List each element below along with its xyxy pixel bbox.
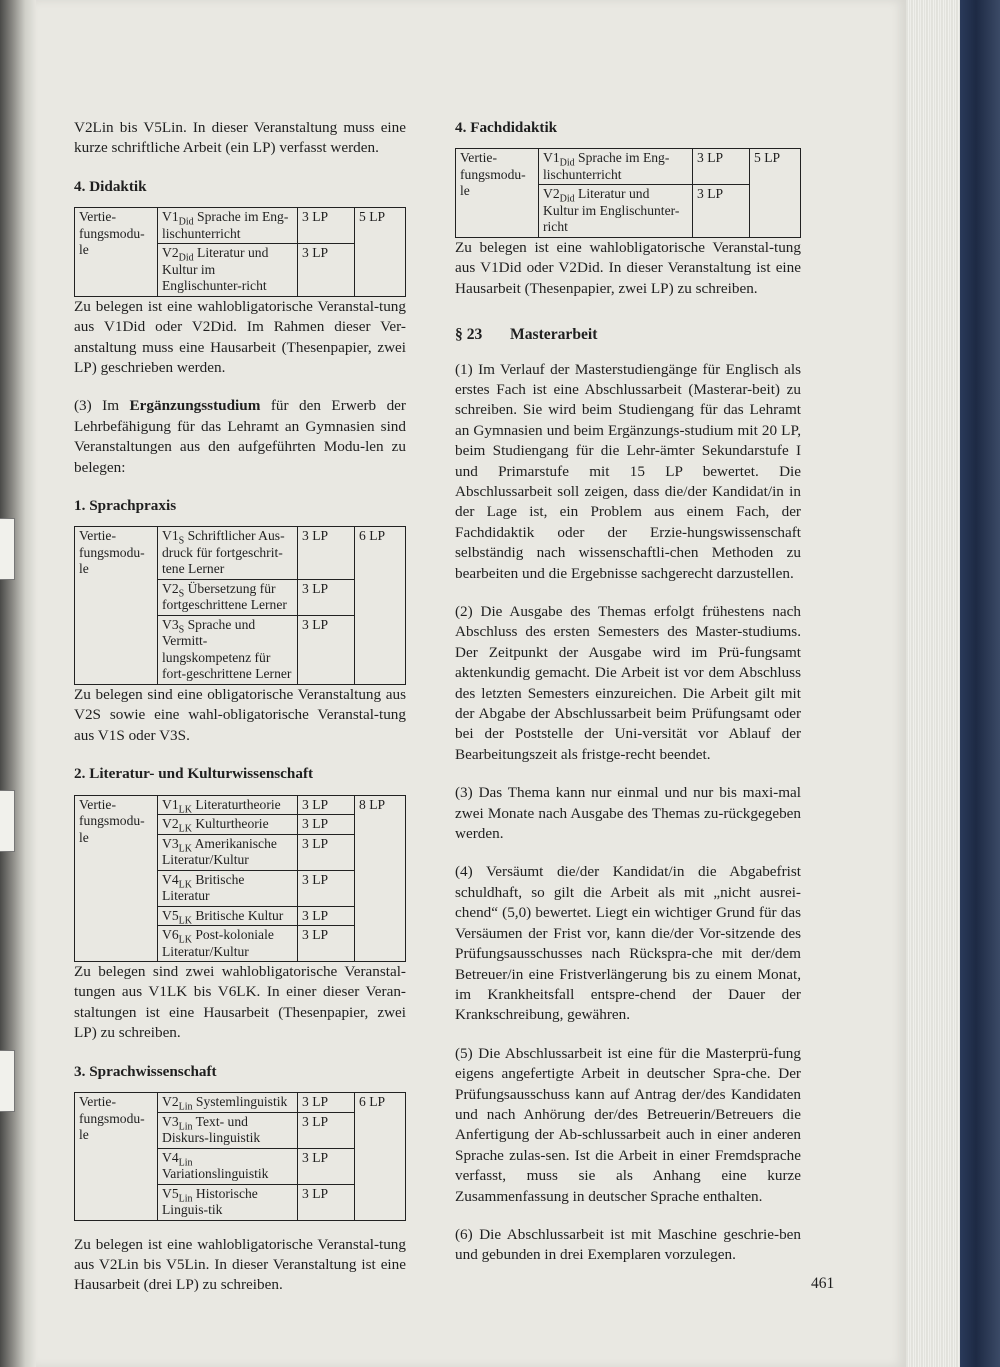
total-lp-cell: 8 LP <box>355 795 406 962</box>
lp-cell: 3 LP <box>298 244 355 297</box>
table-row <box>456 149 801 185</box>
module-cell: Vertie-fungsmodu-le <box>456 149 539 238</box>
course-code: V1 <box>162 209 179 225</box>
course-cell <box>158 579 298 615</box>
lp-cell: 3 LP <box>298 615 355 684</box>
para-3 <box>74 396 406 478</box>
didaktik-note: Zu belegen ist eine wahlobligatorische Veranstal-tung aus V1Did oder V2Did. Im Rahmen dieser Ver-anstaltung muss eine Hausarbeit (Thesenpapier, zwei LP) geschrieben werden. <box>74 297 406 376</box>
table-row <box>75 1093 406 1113</box>
literatur-note: Zu belegen sind zwei wahlobligatorische Veranstal-tungen aus V1LK bis V6LK. In einer dieser Veran-staltungen ist eine Hausarbeit (Thesenpapier, zwei LP) zu schreiben. <box>74 963 406 1042</box>
sprachwissenschaft-heading: 3. Sprachwissenschaft <box>74 1062 217 1080</box>
paragraph: (5) Die Abschlussarbeit ist eine für die Masterprü-fung eigens angefertigte Arbeit in deutscher Spra-che. Der Prüfungsausschuss kann auf Antrag der/des Kandidaten und nach Anhörung der/des Betreuerin/Betreuers die Anfertigung der Ab-schlussarbeit auch in einer anderen Sprache zulas-sen. Ist die Arbeit in einer Fremdsprache verfasst, muss sie als Anhang eine kurze Zusammenfassung in deutscher Sprache enthalten. <box>455 1044 801 1205</box>
didaktik-table <box>74 207 406 297</box>
course-title: Britische Kultur <box>191 907 284 923</box>
course-cell <box>539 185 693 238</box>
fachdidaktik-note: Zu belegen ist eine wahlobligatorische Veranstal-tung aus V1Did oder V2Did. In dieser Veranstaltung ist eine Hausarbeit (Thesenpapier, zwei LP) zu schreiben. <box>455 238 801 297</box>
course-code-subscript: LK <box>178 934 192 946</box>
course-code: V3 <box>162 1113 179 1129</box>
sprachwissenschaft-note: Zu belegen ist eine wahlobligatorische Veranstal-tung aus V2Lin bis V5Lin. In dieser Veranstaltung ist eine Hausarbeit (drei LP) zu schreiben. <box>74 1235 406 1294</box>
lp-cell: 3 LP <box>298 870 355 906</box>
lp-cell: 3 LP <box>298 527 355 580</box>
course-code-subscript: LK <box>178 843 192 855</box>
course-cell <box>158 1112 298 1148</box>
page-tab-marker <box>0 518 15 580</box>
course-cell <box>158 1184 298 1220</box>
course-code-subscript: Did <box>559 194 575 206</box>
lp-cell: 3 LP <box>298 815 355 835</box>
lp-cell: 3 LP <box>298 795 355 815</box>
fachdidaktik-table <box>455 148 801 238</box>
course-cell <box>158 834 298 870</box>
course-cell <box>539 149 693 185</box>
course-code-subscript: Lin <box>178 1121 193 1133</box>
course-cell <box>158 1148 298 1184</box>
para-3-prefix: (3) Im <box>74 397 130 415</box>
literatur-heading: 2. Literatur- und Kulturwissenschaft <box>74 765 314 783</box>
course-code-subscript: LK <box>178 879 192 891</box>
total-lp-cell: 6 LP <box>355 1093 406 1221</box>
lp-cell: 3 LP <box>298 1093 355 1113</box>
module-cell: Vertie-fungsmodu-le <box>75 795 158 962</box>
sprachpraxis-note: Zu belegen sind eine obligatorische Veranstaltung aus V2S sowie eine wahl-obligatorische Veranstal-tung aus V1S oder V3S. <box>74 685 406 744</box>
course-code-subscript: Did <box>178 252 194 264</box>
module-cell: Vertie-fungsmodu-le <box>75 1093 158 1221</box>
course-code-subscript: S <box>178 624 185 636</box>
course-code-subscript: Lin <box>178 1157 193 1169</box>
course-code: V1 <box>162 528 179 544</box>
course-code-subscript: S <box>178 588 185 600</box>
course-code-subscript: Lin <box>178 1101 193 1113</box>
sprachpraxis-heading: 1. Sprachpraxis <box>74 496 177 514</box>
course-code: V5 <box>162 907 179 923</box>
course-title: Post-koloniale Literatur/Kultur <box>162 927 274 959</box>
paragraph: (2) Die Ausgabe des Themas erfolgt frühestens nach Abschluss des ersten Semesters des Master-studiums. Der Zeitpunkt der Ausgabe wird im Prü-fungsamt aktenkundig gemacht. Die Arbeit ist vor dem Abschluss des letzten Semesters einzureichen. Die Arbeit gilt mit der Abgabe der Abschlussarbeit beim Prüfungsamt oder bei der Poststelle der Uni-versität vor Ablauf der Bearbeitungszeit als fristge-recht beendet. <box>455 603 801 763</box>
table-row <box>75 795 406 815</box>
lp-cell: 3 LP <box>298 579 355 615</box>
course-code-subscript: LK <box>178 915 192 927</box>
lp-cell: 3 LP <box>693 149 750 185</box>
course-title: Schriftlicher Aus-druck für fortgeschrit-tene Lerner <box>162 528 285 577</box>
paragraph: (6) Die Abschlussarbeit ist mit Maschine geschrie-ben und gebunden in drei Exemplaren vorzulegen. <box>455 1225 801 1264</box>
module-cell: Vertie-fungsmodu-le <box>75 527 158 685</box>
book-cover <box>960 0 1000 1367</box>
section-heading <box>455 325 801 345</box>
para-3-suffix: für den Erwerb der Lehrbefähigung für das Lehramt an Gymnasien sind Veranstaltungen aus den aufgeführten Modu-len zu belegen: <box>74 397 406 476</box>
course-code: V2 <box>162 816 179 831</box>
section-title: Masterarbeit <box>510 326 598 344</box>
lp-cell: 3 LP <box>298 208 355 244</box>
course-code-subscript: Did <box>559 158 575 170</box>
course-code-subscript: Lin <box>178 1193 193 1205</box>
course-code: V3 <box>162 835 179 851</box>
course-title: Kulturtheorie <box>191 816 269 831</box>
course-code: V4 <box>162 1149 179 1165</box>
section-paragraphs <box>455 360 801 1266</box>
course-cell <box>158 527 298 580</box>
course-title: Variationslinguistik <box>162 1166 269 1182</box>
total-lp-cell: 5 LP <box>355 208 406 297</box>
course-code-subscript: LK <box>178 804 192 816</box>
course-title: Übersetzung für fortgeschrittene Lerner <box>162 580 287 613</box>
intro-text: V2Lin bis V5Lin. In dieser Veranstaltung muss eine kurze schriftliche Arbeit (ein LP) verfasst werden. <box>74 119 406 157</box>
didaktik-heading: 4. Didaktik <box>74 177 147 195</box>
course-title: Sprache und Vermitt-lungskompetenz für fort-geschrittene Lerner <box>162 616 292 682</box>
course-code: V1 <box>162 796 179 812</box>
lp-cell: 3 LP <box>298 926 355 962</box>
course-cell <box>158 926 298 962</box>
course-code: V1 <box>543 150 560 166</box>
total-lp-cell: 6 LP <box>355 527 406 685</box>
course-code-subscript: LK <box>178 823 192 835</box>
course-cell <box>158 906 298 926</box>
course-code: V2 <box>543 186 560 202</box>
course-title: Sprache im Eng-lischunterricht <box>162 209 289 241</box>
table-row <box>75 527 406 580</box>
course-title: Literatur und Kultur im Englischunter-richt <box>162 245 269 294</box>
course-code: V2 <box>162 1094 179 1110</box>
course-cell <box>158 244 298 297</box>
paragraph: (4) Versäumt die/der Kandidat/in die Abgabefrist schuldhaft, so gilt die Arbeit als mit „nicht ausrei-chend“ (5,0) bewertet. Liegt ein wichtiger Grund für das Versäumen der Frist vor, kann die/der Vor-sitzende des Prüfungsausschusses nach Rückspra-che mit der/dem Betreuer/in eine Fristverlängerung bis zu einem Monat, im Krankheitsfall entspre-chend der Dauer der Krankschreibung, gewähren. <box>455 863 801 1024</box>
course-title: Britische Literatur <box>162 871 245 903</box>
course-cell <box>158 615 298 684</box>
course-title: Literatur und Kultur im Englischunter-richt <box>543 186 680 235</box>
page-tab-marker <box>0 1050 15 1112</box>
lp-cell: 3 LP <box>298 1184 355 1220</box>
course-code: V3 <box>162 616 179 632</box>
sprachpraxis-table <box>74 526 406 685</box>
course-code-subscript: Did <box>178 216 194 228</box>
lp-cell: 3 LP <box>298 1112 355 1148</box>
left-column <box>74 118 406 1314</box>
lp-cell: 3 LP <box>298 906 355 926</box>
course-code: V5 <box>162 1185 179 1201</box>
previous-page-edge <box>0 0 36 1367</box>
literatur-table <box>74 795 406 963</box>
course-title: Text- und Diskurs-linguistik <box>162 1113 261 1146</box>
course-code-subscript: S <box>178 536 185 548</box>
fachdidaktik-heading: 4. Fachdidaktik <box>455 119 558 136</box>
para-3-bold: Ergänzungsstudium <box>129 397 261 415</box>
page-number: 461 <box>811 1275 835 1292</box>
section-number: § 23 <box>455 326 483 344</box>
paragraph: (1) Im Verlauf der Masterstudiengänge für Englisch als erstes Fach ist eine Abschlussarbeit (Masterar-beit) zu schreiben. Sie wird beim Studiengang für das Lehramt an Gymnasien und beim Ergänzungs-studium mit 20 LP, beim Studiengang für die Lehr-ämter Sekundarstufe I und Primarstufe mit 15 LP bewertet. Die Abschlussarbeit soll zeigen, dass die/der Kandidat/in in der Lage ist, ein Problem aus einem Fach, der Fachdidaktik oder der Erzie-hungswissenschaft selbständig nach wissenschaftli-chen Methoden zu bearbeiten und die Ergebnisse sachgerecht darzustellen. <box>455 360 801 582</box>
right-column <box>455 118 801 1284</box>
lp-cell: 3 LP <box>298 1148 355 1184</box>
course-cell <box>158 1093 298 1113</box>
page-tab-marker <box>0 790 15 852</box>
paragraph: (3) Das Thema kann nur einmal und nur bis maxi-mal zwei Monate nach Ausgabe des Themas zu-rückgegeben werden. <box>455 784 801 843</box>
document-page <box>36 0 906 1367</box>
course-cell <box>158 870 298 906</box>
module-cell: Vertie-fungsmodu-le <box>75 208 158 297</box>
course-title: Literaturtheorie <box>191 796 281 812</box>
total-lp-cell: 5 LP <box>750 149 801 238</box>
course-code: V2 <box>162 580 179 596</box>
lp-cell: 3 LP <box>693 185 750 238</box>
course-cell <box>158 815 298 835</box>
course-title: Amerikanische Literatur/Kultur <box>162 835 277 867</box>
course-code: V6 <box>162 927 179 942</box>
course-title: Sprache im Eng-lischunterricht <box>543 150 670 182</box>
table-row <box>75 208 406 244</box>
lp-cell: 3 LP <box>298 834 355 870</box>
course-cell <box>158 208 298 244</box>
course-code: V2 <box>162 245 179 261</box>
course-code: V4 <box>162 871 179 887</box>
course-cell <box>158 795 298 815</box>
sprachwissenschaft-table <box>74 1092 406 1221</box>
course-title: Historische Linguis-tik <box>162 1185 258 1218</box>
course-title: Systemlinguistik <box>192 1094 288 1110</box>
